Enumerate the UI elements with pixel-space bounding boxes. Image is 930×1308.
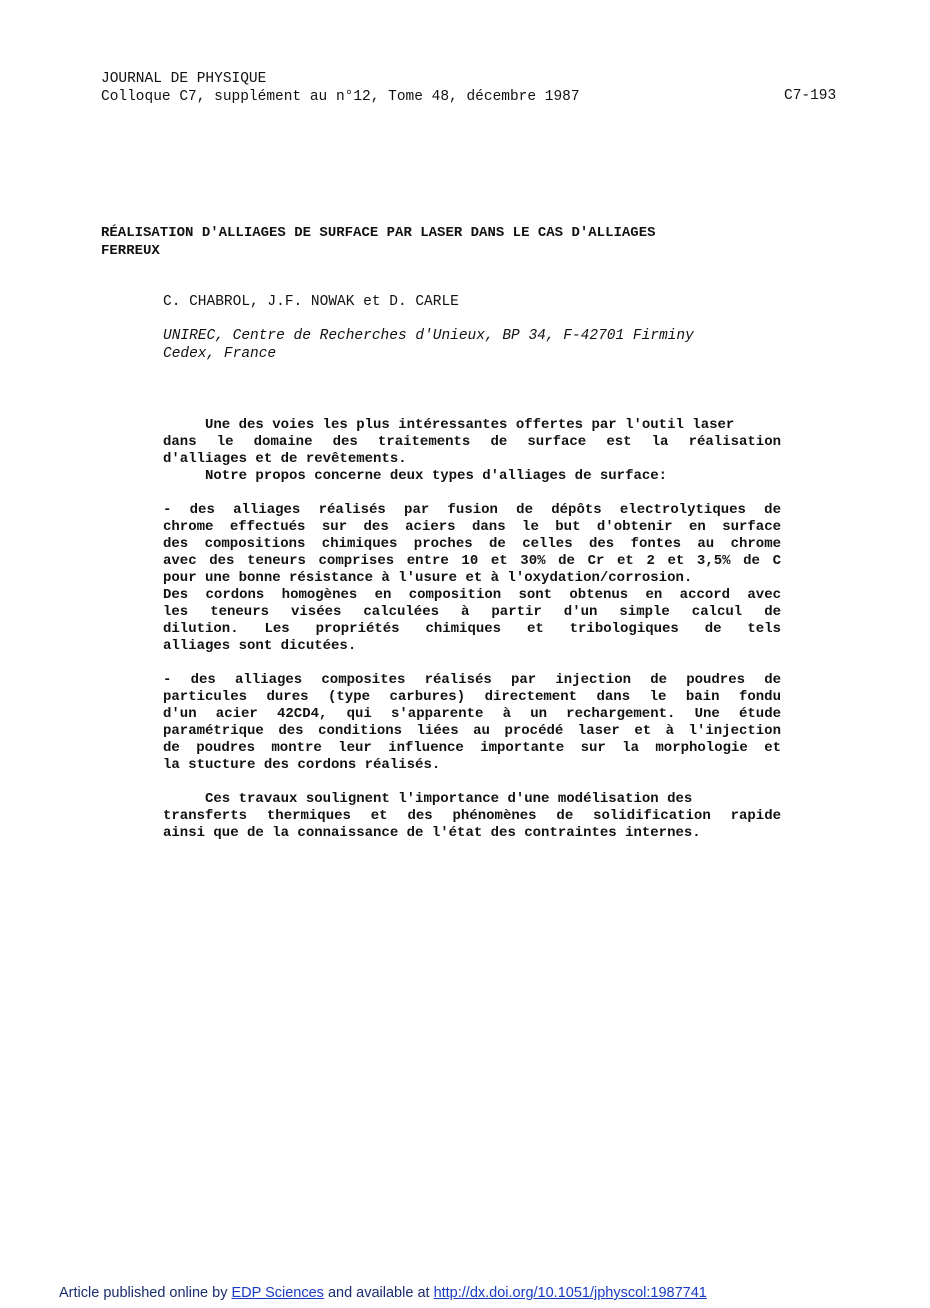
authors: C. CHABROL, J.F. NOWAK et D. CARLE (163, 294, 459, 310)
affiliation-line: Cedex, France (163, 345, 277, 362)
doi-link[interactable]: http://dx.doi.org/10.1051/jphyscol:1987741 (433, 1285, 707, 1301)
paragraph-intro (163, 417, 781, 485)
affiliation (163, 328, 694, 363)
page-code: C7-193 (784, 88, 837, 104)
body-line: paramétrique des conditions liées au procédé laser et à l'injection (163, 723, 781, 739)
edp-sciences-link[interactable]: EDP Sciences (231, 1285, 324, 1301)
footer-prefix: Article published online by (59, 1285, 228, 1301)
title-line: RÉALISATION D'ALLIAGES DE SURFACE PAR LASER DANS LE CAS D'ALLIAGES (101, 225, 656, 241)
body-line: alliages sont dicutées. (163, 638, 357, 654)
paragraph-composite-alloys (163, 672, 781, 774)
body-line: - des alliages réalisés par fusion de dépôts electrolytiques de (163, 502, 781, 518)
body-line: Une des voies les plus intéressantes offertes par l'outil laser (163, 417, 735, 433)
body-line: de poudres montre leur influence importante sur la morphologie et (163, 740, 781, 756)
body-line: avec des teneurs comprises entre 10 et 30% de Cr et 2 et 3,5% de C (163, 553, 781, 569)
body-line: ainsi que de la connaissance de l'état des contraintes internes. (163, 825, 701, 841)
body-line: Notre propos concerne deux types d'alliages de surface: (163, 468, 668, 484)
journal-name: JOURNAL DE PHYSIQUE (101, 71, 267, 87)
issue-info: Colloque C7, supplément au n°12, Tome 48, décembre 1987 (101, 89, 580, 105)
body-line: - des alliages composites réalisés par injection de poudres de (163, 672, 781, 688)
affiliation-line: UNIREC, Centre de Recherches d'Unieux, BP 34, F-42701 Firminy (163, 328, 694, 344)
paragraph-chrome-alloys (163, 502, 781, 655)
footer-middle: and available at (327, 1285, 430, 1301)
paper-title (101, 225, 656, 260)
title-line: FERREUX (101, 242, 160, 259)
body-line: des compositions chimiques proches de celles des fontes au chrome (163, 536, 781, 552)
body-line: chrome effectués sur des aciers dans le but d'obtenir en surface (163, 519, 781, 535)
body-line: transferts thermiques et des phénomènes de solidification rapide (163, 808, 781, 824)
body-line: Des cordons homogènes en composition sont obtenus en accord avec (163, 587, 781, 603)
body-line: la stucture des cordons réalisés. (163, 757, 441, 773)
abstract-body (163, 417, 781, 842)
body-line: pour une bonne résistance à l'usure et à l'oxydation/corrosion. (163, 570, 693, 586)
journal-header (101, 70, 580, 106)
body-line: dilution. Les propriétés chimiques et tribologiques de tels (163, 621, 781, 637)
publication-footer (59, 1285, 707, 1301)
body-line: les teneurs visées calculées à partir d'un simple calcul de (163, 604, 781, 620)
paragraph-conclusion (163, 791, 781, 842)
body-line: dans le domaine des traitements de surface est la réalisation (163, 434, 781, 450)
body-line: particules dures (type carbures) directement dans le bain fondu (163, 689, 781, 705)
body-line: d'un acier 42CD4, qui s'apparente à un rechargement. Une étude (163, 706, 781, 722)
body-line: d'alliages et de revêtements. (163, 451, 407, 467)
body-line: Ces travaux soulignent l'importance d'une modélisation des (163, 791, 693, 807)
